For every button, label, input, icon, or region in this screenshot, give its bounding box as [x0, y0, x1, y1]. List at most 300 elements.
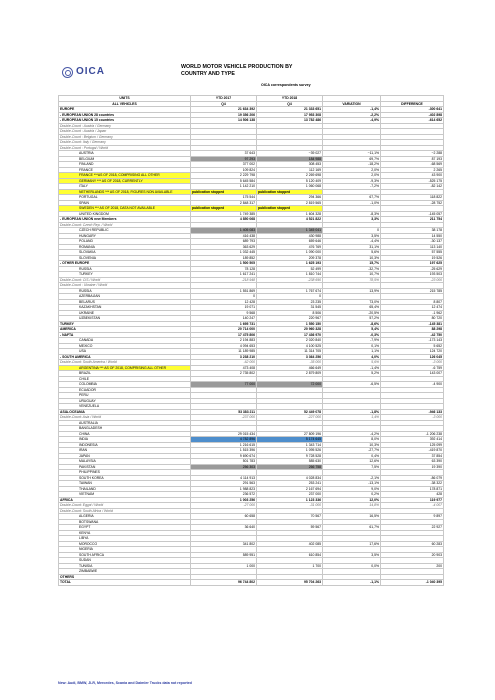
- ytd2017-cell: 19 071: [191, 305, 257, 311]
- table-row: [59, 580, 444, 586]
- ytd2018-cell: 308 453: [257, 162, 323, 168]
- row-label: AUSTRALIA: [59, 420, 191, 426]
- ytd2017-cell: 1 000: [191, 563, 257, 569]
- difference-cell: 5 652: [381, 343, 444, 349]
- variation-cell: 1,1%: [323, 349, 381, 355]
- variation-cell: 65,4%: [323, 305, 381, 311]
- ytd2017-cell: 416 438: [191, 233, 257, 239]
- ytd2018-cell: 266 758: [257, 464, 323, 470]
- variation-cell: 12,0%: [323, 497, 381, 503]
- ytd2018-cell: -238 690: [257, 277, 323, 283]
- difference-cell: -4 900: [381, 382, 444, 388]
- ytd2018-cell: 8 506: [257, 310, 323, 316]
- ytd2018-cell: 112 169: [257, 167, 323, 173]
- difference-cell: 22 927: [381, 525, 444, 531]
- ytd2017-cell: 9 568: [191, 310, 257, 316]
- ytd2018-cell: 2 879 809: [257, 371, 323, 377]
- difference-cell: 8 807: [381, 299, 444, 305]
- ytd2017-cell: 377 002: [191, 162, 257, 168]
- ytd2018-cell: 466 649: [257, 365, 323, 371]
- difference-cell: -42 750: [381, 332, 444, 338]
- difference-cell: 113 140: [381, 244, 444, 250]
- ytd2017-cell: 1 515 396: [191, 448, 257, 454]
- ytd2017-cell: 2 194 883: [191, 338, 257, 344]
- difference-cell: 19 390: [381, 464, 444, 470]
- page-title: WORLD MOTOR VEHICLE PRODUCTION BY COUNTRY AND TYPE: [181, 64, 293, 77]
- variation-cell: 0,0%: [323, 563, 381, 569]
- page-subtitle: OICA correspondents survey: [261, 83, 311, 87]
- difference-cell: 126 045: [381, 354, 444, 360]
- variation-cell: 5,6%: [323, 360, 381, 366]
- variation-cell: 3,5%: [323, 552, 381, 558]
- ytd2018-cell: 184 988: [257, 156, 323, 162]
- variation-cell: 73,0%: [323, 299, 381, 305]
- row-label: SPAIN: [59, 200, 191, 206]
- ytd2018-cell: -31 000: [257, 503, 323, 509]
- difference-cell: 118 822: [381, 195, 444, 201]
- ytd2018-cell: 5 174 645: [257, 437, 323, 443]
- difference-cell: -419 870: [381, 448, 444, 454]
- difference-cell: 2 265: [381, 167, 444, 173]
- ytd2018-cell: ~39 027: [257, 151, 323, 157]
- ytd2017-cell: 97 293: [191, 156, 257, 162]
- ytd2018-cell: 31 545: [257, 305, 323, 311]
- ytd2018-cell: publication stopped: [257, 206, 323, 212]
- difference-cell: -946 133: [381, 409, 444, 415]
- variation-cell: 2,0%: [323, 167, 381, 173]
- row-label: INDIA: [59, 437, 191, 443]
- row-label: FRANCE ***AS OF 2018, COMPRISING ALL OTHER: [59, 173, 191, 179]
- difference-cell: 57 555: [381, 250, 444, 256]
- row-label: CZECH REPUBLIC: [59, 228, 191, 234]
- variation-cell: -4,4%: [323, 239, 381, 245]
- variation-cell: 10,3%: [323, 442, 381, 448]
- variation-cell: -9,3%: [323, 178, 381, 184]
- ytd2017-cell: 1 551 869: [191, 288, 257, 294]
- ytd2018-cell: 1 060 068: [257, 184, 323, 190]
- variation-cell: -1,1%: [323, 580, 381, 586]
- variation-header: VARIATION: [323, 101, 381, 107]
- variation-cell: ~11,1%: [323, 151, 381, 157]
- ytd2017-cell: 341 802: [191, 541, 257, 547]
- ytd2017-cell: 53 383 211: [191, 409, 257, 415]
- ytd2017-cell: -27 000: [191, 503, 257, 509]
- row-label: ROMANIA: [59, 244, 191, 250]
- ytd2018-cell: 2 020 840: [257, 338, 323, 344]
- row-label: FRANCE: [59, 167, 191, 173]
- variation-cell: 10,3%: [323, 255, 381, 261]
- row-label: BOTSWANA: [59, 519, 191, 525]
- ytd2018-cell: 1 810 744: [257, 272, 323, 278]
- row-label: Double-Count: Egypt / World: [59, 503, 191, 509]
- row-label: AZERBAIJAN: [59, 294, 191, 300]
- row-label: ARGENTINA *** AS OF 2018, COMPRISING ALL OTHER: [59, 365, 191, 371]
- row-label: - NAFTA: [59, 332, 191, 338]
- row-label: KAZAKHSTAN: [59, 305, 191, 311]
- ytd2017-cell: 14 506 138: [191, 118, 257, 124]
- ytd2017-cell: 1 216 615: [191, 442, 257, 448]
- variation-cell: 14,8%: [323, 503, 381, 509]
- ytd2018-cell: -35 000: [257, 360, 323, 366]
- row-label: SWEDEN *** AS OF 2018, DATA NOT AVAILABLE: [59, 206, 191, 212]
- row-label: VENEZUELA: [59, 404, 191, 410]
- variation-cell: -1,8%: [323, 409, 381, 415]
- row-label: SLOVAKIA: [59, 250, 191, 256]
- logo-text: OICA: [76, 66, 105, 77]
- row-label: HUNGARY: [59, 233, 191, 239]
- variation-cell: -2,2%: [323, 112, 381, 118]
- ytd2017-cell: -218 948: [191, 277, 257, 283]
- row-label: - EUROPEAN UNION 28 countries: [59, 112, 191, 118]
- row-label: PHILIPPINES: [59, 470, 191, 476]
- difference-cell: 9 897: [381, 514, 444, 520]
- variation-cell: 0,2%: [323, 492, 381, 498]
- ytd2018-cell: 52 449 078: [257, 409, 323, 415]
- ytd2018-cell: 294 366: [257, 195, 323, 201]
- variation-cell: -8,6%: [323, 321, 381, 327]
- variation-cell: 16,5%: [323, 514, 381, 520]
- row-label: URUGUAY: [59, 398, 191, 404]
- variation-cell: -7,2%: [323, 184, 381, 190]
- variation-cell: -1,4%: [323, 365, 381, 371]
- row-label: Double-Count: CIS / World: [59, 277, 191, 283]
- units-header: UNITS: [59, 96, 191, 102]
- ytd2018-cell: -227 000: [257, 415, 323, 421]
- variation-cell: 0,4%: [323, 453, 381, 459]
- ytd2017-cell: 19 356 206: [191, 112, 257, 118]
- ytd2017-cell: 60 658: [191, 514, 257, 520]
- difference-cell: 63 390: [381, 459, 444, 465]
- ytd2018-cell: 23 235: [257, 299, 323, 305]
- footnote: New: Audi, BMW, JLR, Mercedes, Scania and Daimler Trucks data not reported: [58, 681, 192, 685]
- ytd2018-cell: 1 123 336: [257, 497, 323, 503]
- ytd2017-cell: 77 000: [191, 382, 257, 388]
- row-label: - OTHER EUROPE: [59, 261, 191, 267]
- row-label: PAKISTAN: [59, 464, 191, 470]
- variation-cell: 17,6%: [323, 541, 381, 547]
- difference-cell: -173 143: [381, 338, 444, 344]
- difference-cell: -86 079: [381, 475, 444, 481]
- ytd2018-cell: 2 269 698: [257, 173, 323, 179]
- ytd2017-cell: 20 714 000: [191, 327, 257, 333]
- row-label: POLAND: [59, 239, 191, 245]
- difference-cell: 60 283: [381, 541, 444, 547]
- variation-cell: 61,7%: [323, 525, 381, 531]
- ytd2018-header: YTD 2018: [257, 96, 323, 102]
- ytd2017-cell: 4 782 896: [191, 437, 257, 443]
- row-label: TUNISIA: [59, 563, 191, 569]
- ytd2018-cell: 220 967: [257, 316, 323, 322]
- row-label: FINLAND: [59, 162, 191, 168]
- row-label: JAPAN: [59, 453, 191, 459]
- row-label: INDONESIA: [59, 442, 191, 448]
- difference-cell: -23 000: [381, 277, 444, 283]
- row-label: BRAZIL: [59, 371, 191, 377]
- ytd2018-cell: 13 782 486: [257, 118, 323, 124]
- ytd2017-cell: 589 951: [191, 552, 257, 558]
- ytd2018-cell: 1 604 328: [257, 211, 323, 217]
- difference-cell: 143 007: [381, 371, 444, 377]
- ytd2018-cell: 253 241: [257, 481, 323, 487]
- variation-cell: 12,6%: [323, 459, 381, 465]
- difference-cell: 215 785: [381, 288, 444, 294]
- row-label: AUSTRIA: [59, 151, 191, 157]
- ytd2017-cell: 1 032 445: [191, 250, 257, 256]
- row-label: Double-Count : Austria / Germany: [59, 123, 191, 129]
- ytd2017-cell: 501 783: [191, 459, 257, 465]
- ytd2017-cell: 236 572: [191, 492, 257, 498]
- variation-cell: 7,5%: [323, 464, 381, 470]
- ytd2017-cell: 473 408: [191, 365, 257, 371]
- ytd2017-cell: 109 824: [191, 167, 257, 173]
- ytd2018-cell: 610 854: [257, 552, 323, 558]
- ytd2018-cell: 72 000: [257, 382, 323, 388]
- variation-cell: -2,1%: [323, 475, 381, 481]
- variation-cell: 4,0%: [323, 354, 381, 360]
- variation-cell: 0: [323, 228, 381, 234]
- row-label: VIETNAM: [59, 492, 191, 498]
- variation-cell: 13,9%: [323, 288, 381, 294]
- ytd2017-cell: publication stopped: [191, 206, 257, 212]
- row-label: PORTUGAL: [59, 195, 191, 201]
- ytd2017-cell: 1 988 823: [191, 486, 257, 492]
- ytd2018-cell: 2 167 694: [257, 486, 323, 492]
- variation-cell: -7,9%: [323, 338, 381, 344]
- difference-cell: 178 871: [381, 486, 444, 492]
- ytd2018-cell: 21 333 651: [257, 107, 323, 113]
- ytd2018-cell: 17 953 308: [257, 112, 323, 118]
- ytd2018-cell: 585 630: [257, 459, 323, 465]
- ytd2018-cell: 4 100 525: [257, 343, 323, 349]
- difference-cell: 43 900: [381, 173, 444, 179]
- row-label: LIBYA: [59, 536, 191, 542]
- ytd2018-cell: 52 499: [257, 266, 323, 272]
- ytd2017-cell: 96 744 802: [191, 580, 257, 586]
- variation-cell: -1,0%: [323, 200, 381, 206]
- difference-cell: -1 040 395: [381, 580, 444, 586]
- difference-cell: 12 474: [381, 305, 444, 311]
- row-label: - EUROPEAN UNION 15 countries: [59, 118, 191, 124]
- row-label: RUSSIA: [59, 288, 191, 294]
- difference-cell: 211 754: [381, 217, 444, 223]
- row-label: ASIA-OCEANIA: [59, 409, 191, 415]
- difference-cell: -3 000: [381, 360, 444, 366]
- row-label: Double-Count: South Africa / World: [59, 508, 191, 514]
- ytd2017-cell: 37 643: [191, 151, 257, 157]
- ytd2017-cell: 2 848 317: [191, 200, 257, 206]
- ytd2018-cell: 59 567: [257, 525, 323, 531]
- row-label: UNITED KINGDOM: [59, 211, 191, 217]
- ytd2017-cell: 175 544: [191, 195, 257, 201]
- row-label: GERMANY *** AS OF 2018, CURRENTLY: [59, 178, 191, 184]
- ytd2018-cell: 1 090 000: [257, 250, 323, 256]
- production-table: [58, 95, 444, 586]
- difference-cell: 200: [381, 563, 444, 569]
- row-label: Double-Count : Ukraine / World: [59, 283, 191, 289]
- ytd2017-cell: 1 749 385: [191, 211, 257, 217]
- difference-cell: 428: [381, 492, 444, 498]
- variation-cell: 78,5%: [323, 277, 381, 283]
- row-label: TURKEY: [59, 272, 191, 278]
- difference-cell: 193 503: [381, 272, 444, 278]
- row-label: Double-Count: Czech Rep. / World: [59, 222, 191, 228]
- row-label: AMERICA: [59, 327, 191, 333]
- row-label: MEXICO: [59, 343, 191, 349]
- row-label: Double-Count: Asia / World: [59, 415, 191, 421]
- ytd2017-cell: 1 695 731: [191, 321, 257, 327]
- difference-cell: -25 629: [381, 266, 444, 272]
- variation-cell: -6,5%: [323, 382, 381, 388]
- all-vehicles-header: ALL VEHICLES: [59, 101, 191, 107]
- ytd2018-cell: 1 700: [257, 563, 323, 569]
- row-label: KENYA: [59, 530, 191, 536]
- row-label: AFRICA: [59, 497, 191, 503]
- variation-cell: 15,7%: [323, 261, 381, 267]
- ytd2017-cell: 12 428: [191, 299, 257, 305]
- row-label: CANADA: [59, 338, 191, 344]
- row-label: BANGLADESH: [59, 426, 191, 432]
- difference-cell: 38 178: [381, 228, 444, 234]
- ytd2017-cell: 1 617 241: [191, 272, 257, 278]
- ytd2018-cell: 1 767 674: [257, 288, 323, 294]
- difference-cell: 20 903: [381, 552, 444, 558]
- difference-cell: 80 720: [381, 316, 444, 322]
- row-label: SOUTH KOREA: [59, 475, 191, 481]
- row-label: ECUADOR: [59, 387, 191, 393]
- variation-cell: 10,7%: [323, 272, 381, 278]
- difference-cell: -402 898: [381, 112, 444, 118]
- ytd2017-cell: 363 629: [191, 244, 257, 250]
- row-label: ITALY: [59, 184, 191, 190]
- difference-cell: -68 569: [381, 162, 444, 168]
- ytd2018-cell: 70 567: [257, 514, 323, 520]
- variation-cell: -13,1%: [323, 481, 381, 487]
- row-label: OTHERS: [59, 574, 191, 580]
- ytd2017-cell: 2 735 802: [191, 371, 257, 377]
- variation-cell: 1,4%: [323, 415, 381, 421]
- row-label: NIGERIA: [59, 547, 191, 553]
- ytd2017-cell: 5 645 584: [191, 178, 257, 184]
- variation-cell: 3,5%: [323, 233, 381, 239]
- difference-cell: 19 526: [381, 255, 444, 261]
- difference-cell: -6 759: [381, 365, 444, 371]
- ytd2017-cell: 0: [191, 294, 257, 300]
- ytd2017-cell: 21 634 392: [191, 107, 257, 113]
- variation-cell: -4,9%: [323, 118, 381, 124]
- difference-cell: -82 142: [381, 184, 444, 190]
- q4-header: Q4: [257, 101, 323, 107]
- variation-cell: 2,0%: [323, 173, 381, 179]
- row-label: TOTAL: [59, 580, 191, 586]
- ytd2018-cell: 237 000: [257, 492, 323, 498]
- row-label: UZBEKISTAN: [59, 316, 191, 322]
- ytd2017-cell: -237 000: [191, 415, 257, 421]
- ytd2017-cell: publication stopped: [191, 189, 257, 195]
- row-label: BELGIUM: [59, 156, 191, 162]
- variation-cell: -20,5%: [323, 310, 381, 316]
- ytd2017-cell: 291 563: [191, 481, 257, 487]
- row-label: Double-Count : Austria / Japan: [59, 129, 191, 135]
- ytd2018-cell: 4 521 822: [257, 217, 323, 223]
- difference-cell: 88 298: [381, 327, 444, 333]
- ytd2017-cell: 78 128: [191, 266, 257, 272]
- ytd2018-cell: 27 809 196: [257, 431, 323, 437]
- difference-cell: 37 854: [381, 453, 444, 459]
- variation-cell: -8,3%: [323, 211, 381, 217]
- ytd2018-cell: 2 819 565: [257, 200, 323, 206]
- difference-cell: -1 962: [381, 310, 444, 316]
- ytd2018-cell: 1 343 714: [257, 442, 323, 448]
- ytd2018-cell: 95 704 263: [257, 580, 323, 586]
- variation-cell: 67,7%: [323, 195, 381, 201]
- variation-cell: 31,1%: [323, 244, 381, 250]
- difference-cell: 87 193: [381, 156, 444, 162]
- variation-cell: -0,3%: [323, 332, 381, 338]
- ytd2018-cell: 9 728 528: [257, 453, 323, 459]
- row-label: TAIWAN: [59, 481, 191, 487]
- ytd2018-cell: 659 646: [257, 239, 323, 245]
- row-label: SLOVENIA: [59, 255, 191, 261]
- ytd2018-cell: 20 960 328: [257, 327, 323, 333]
- difference-cell: 125 099: [381, 442, 444, 448]
- ytd2017-cell: 1 003 256: [191, 497, 257, 503]
- difference-cell: -300 641: [381, 107, 444, 113]
- row-label: MOROCCO: [59, 541, 191, 547]
- row-label: EUROPE: [59, 107, 191, 113]
- ytd2017-cell: 3 238 210: [191, 354, 257, 360]
- row-label: Double-Count: South America / World: [59, 360, 191, 366]
- row-label: SUDAN: [59, 558, 191, 564]
- ytd2018-cell: 476 769: [257, 244, 323, 250]
- ytd2017-cell: 140 247: [191, 316, 257, 322]
- ytd2018-cell: publication stopped: [257, 189, 323, 195]
- ytd2017-cell: 689 793: [191, 239, 257, 245]
- variation-cell: 5,6%: [323, 250, 381, 256]
- ytd2017-cell: 256 303: [191, 464, 257, 470]
- row-label: RUSSIA: [59, 266, 191, 272]
- difference-cell: 119 977: [381, 497, 444, 503]
- ytd2017-cell: 36 640: [191, 525, 257, 531]
- row-label: COLOMBIA: [59, 382, 191, 388]
- variation-cell: -4,2%: [323, 431, 381, 437]
- difference-cell: -614 652: [381, 118, 444, 124]
- ytd2017-cell: -62 000: [191, 360, 257, 366]
- globe-icon: [62, 67, 73, 78]
- row-label: CHINA: [59, 431, 191, 437]
- difference-cell: ~2 288: [381, 151, 444, 157]
- variation-cell: 57,2%: [323, 316, 381, 322]
- row-label: - SOUTH AMERICA: [59, 354, 191, 360]
- difference-cell: -145 057: [381, 211, 444, 217]
- ytd2017-cell: 4 850 068: [191, 217, 257, 223]
- row-label: Double-Count : Portugal / World: [59, 145, 191, 151]
- row-label: ZIMBABWE: [59, 569, 191, 575]
- ytd2017-cell: 29 015 434: [191, 431, 257, 437]
- row-label: UKRAINE: [59, 310, 191, 316]
- oica-logo: [62, 66, 120, 80]
- variation-cell: 9,0%: [323, 486, 381, 492]
- ytd2018-cell: 1 095 526: [257, 448, 323, 454]
- ytd2017-cell: 4 114 913: [191, 475, 257, 481]
- ytd2017-cell: 1 405 083: [191, 228, 257, 234]
- ytd2018-cell: 0: [257, 294, 323, 300]
- variation-cell: 8,0%: [323, 437, 381, 443]
- difference-cell: -28 752: [381, 200, 444, 206]
- difference-cell: -3 000: [381, 415, 444, 421]
- variation-cell: 69,7%: [323, 156, 381, 162]
- variation-cell: -32,7%: [323, 266, 381, 272]
- difference-cell: -30 137: [381, 239, 444, 245]
